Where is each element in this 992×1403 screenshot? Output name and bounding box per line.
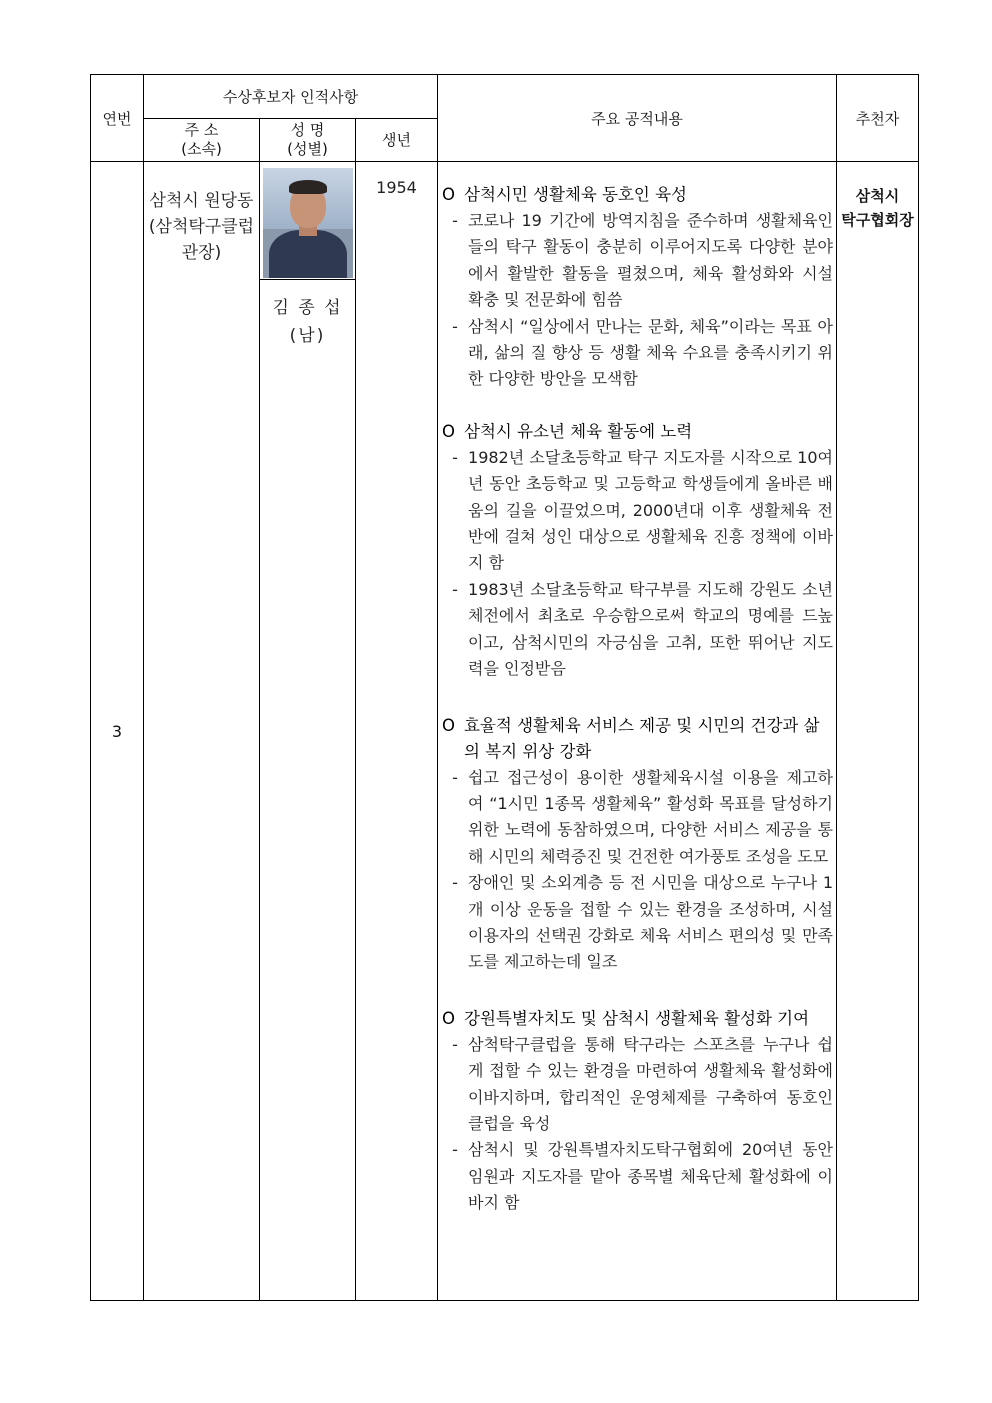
header-number: 연번 bbox=[91, 75, 144, 162]
award-candidate-table bbox=[90, 74, 919, 1301]
header-name-label: 성 명 bbox=[290, 121, 325, 139]
recommender-line-1: 삼척시 bbox=[855, 187, 900, 205]
circle-bullet-icon: O bbox=[442, 1008, 456, 1028]
recommender bbox=[837, 162, 919, 1301]
section-title: O 삼척시 유소년 체육 활동에 노력 bbox=[442, 419, 833, 445]
section-title: O 강원특별자치도 및 삼척시 생활체육 활성화 기여 bbox=[442, 1006, 833, 1032]
header-achievements: 주요 공적내용 bbox=[438, 75, 837, 162]
header-address-label: 주 소 bbox=[184, 121, 219, 139]
candidate-gender: (남) bbox=[289, 326, 326, 346]
achievements-content bbox=[438, 162, 837, 1301]
list-item: - 삼척시 “일상에서 만나는 문화, 체육”이라는 목표 아래, 삶의 질 향상 등 생활 체육 수요를 충족시키기 위한 다양한 방안을 모색함 bbox=[452, 316, 834, 389]
list-item: - 삼척탁구클럽을 통해 탁구라는 스포츠를 누구나 쉽게 접할 수 있는 환경을 마련하여 생활체육 활성화에 이바지하며, 합리적인 운영체제를 구축하여 동호인클럽을 육성 bbox=[452, 1034, 834, 1133]
header-name bbox=[260, 119, 356, 162]
candidate-address bbox=[144, 162, 260, 1301]
list-item: - 1983년 소달초등학교 탁구부를 지도해 강원도 소년체전에서 최초로 우승함으로써 학교의 명예를 드높이고, 삼척시민의 자긍심을 고취, 또한 뛰어난 지도력을 인정받음 bbox=[452, 579, 834, 679]
recommender-line-2: 탁구협회장 bbox=[841, 211, 914, 229]
header-recommender: 추천자 bbox=[837, 75, 919, 162]
header-gender-label: (성별) bbox=[287, 140, 328, 158]
list-item: - 삼척시 및 강원특별자치도탁구협회에 20여년 동안 임원과 지도자를 맡아 종목별 체육단체 활성화에 이바지 함 bbox=[452, 1140, 834, 1213]
section-title: O 효율적 생활체육 서비스 제공 및 시민의 건강과 삶의 복지 위상 강화 bbox=[442, 713, 833, 765]
header-affiliation-label: (소속) bbox=[181, 140, 222, 158]
candidate-name: 김 종 섭 bbox=[272, 298, 343, 318]
header-birth-year: 생년 bbox=[356, 119, 438, 162]
list-item: - 코로나 19 기간에 방역지침을 준수하며 생활체육인들의 탁구 활동이 충분히 이루어지도록 다양한 분야에서 활발한 활동을 펼쳤으며, 체육 활성화와 시설 확충 및 전문화에 힘씀 bbox=[452, 211, 834, 310]
circle-bullet-icon: O bbox=[442, 421, 456, 441]
list-item: - 장애인 및 소외계층 등 전 시민을 대상으로 누구나 1개 이상 운동을 접할 수 있는 환경을 조성하며, 시설 이용자의 선택권 강화로 체육 서비스 편의성 및 만족도를 제고하는데 일조 bbox=[452, 873, 834, 972]
circle-bullet-icon: O bbox=[442, 185, 456, 204]
circle-bullet-icon: O bbox=[442, 715, 456, 735]
header-candidate-info: 수상후보자 인적사항 bbox=[144, 75, 438, 119]
list-item: - 1982년 소달초등학교 탁구 지도자를 시작으로 10여년 동안 초등학교 및 고등학교 학생들에게 올바른 배움의 길을 이끌었으며, 2000년대 이후 생활체육 전반에 걸쳐 성인 대상으로 생활체육 진흥 정책에 이바지 함 bbox=[452, 447, 834, 573]
list-item: - 쉽고 접근성이 용이한 생활체육시설 이용을 제고하여 “1시민 1종목 생활체육” 활성화 목표를 달성하기 위한 노력에 동참하였으며, 다양한 서비스 제공을 통해 시민의 체력증진 및 건전한 여가풍토 조성을 도모 bbox=[452, 767, 834, 866]
candidate-name-cell bbox=[260, 162, 356, 1301]
portrait-photo bbox=[263, 168, 353, 278]
candidate-birth-year: 1954 bbox=[356, 162, 438, 1301]
header-address bbox=[144, 119, 260, 162]
row-number: 3 bbox=[91, 162, 144, 1301]
address-line-2: (삼척탁구클럽 bbox=[148, 217, 255, 237]
address-line-3: 관장) bbox=[181, 243, 222, 263]
address-line-1: 삼척시 원당동 bbox=[149, 191, 254, 211]
section-title: O 삼척시민 생활체육 동호인 육성 bbox=[442, 182, 833, 208]
